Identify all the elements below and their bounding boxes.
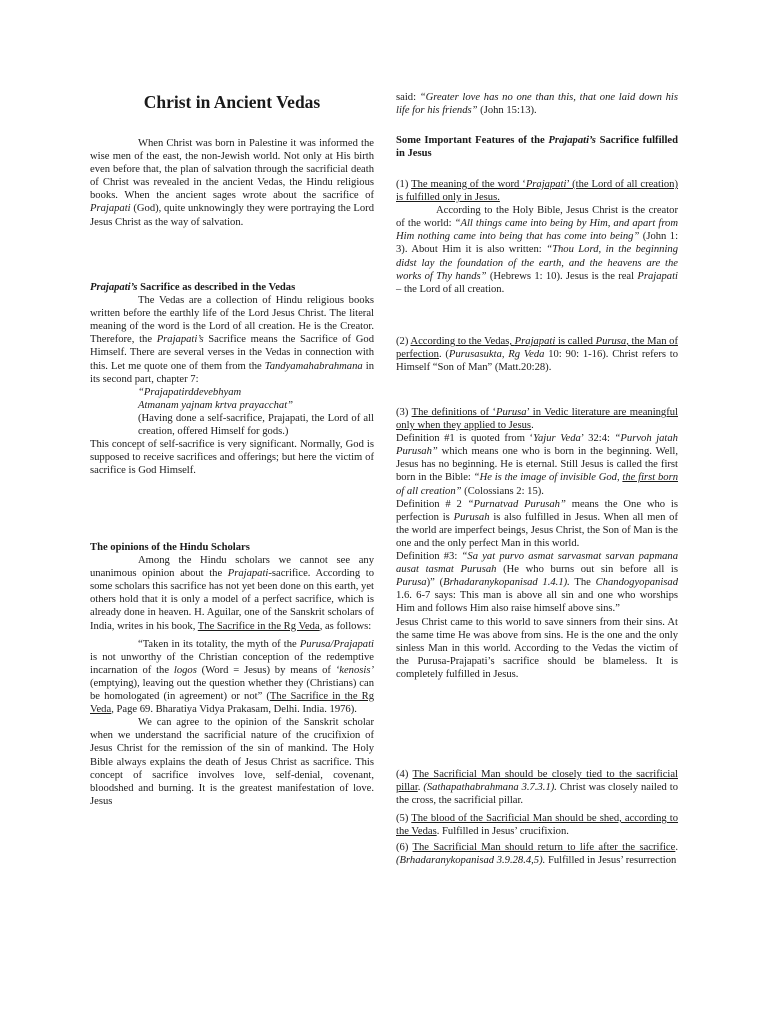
text-run: “All things came into being by Him, and apart from Him nothing came into being that has come into being” [396, 218, 679, 243]
text-run: Yajur Veda [533, 433, 581, 445]
feature-3 [396, 406, 678, 681]
text-run: . [417, 782, 424, 794]
text-run: “He is the image of invisible God, [473, 472, 623, 484]
text-run: The definitions of ‘ [411, 407, 496, 418]
section-heading [396, 134, 678, 160]
text-run: According to the Holy Bible, Jesus Christ is the creator of the world: [396, 205, 678, 230]
text-run: Purusa/Prajapati [299, 638, 374, 650]
text-run: (3) [396, 407, 412, 418]
text-run [396, 407, 678, 431]
text-run: Some Important Features of the [396, 135, 549, 146]
text-run: , as follows: [319, 620, 372, 632]
paragraph: This concept of self-sacrifice is very significant. Normally, God is supposed to receive sacrifices and offerings; but here the victim of sacrifice is God Himself. [90, 439, 374, 477]
text-run: Definition #3: [396, 551, 462, 563]
text-run: Purusa [396, 577, 427, 589]
text-run: which means one who is born in the beginning. Well, Jesus has no beginning. He is eternal. Still Jesus is called the first born in the Bible: [396, 446, 678, 484]
text-run: Prajapati [227, 568, 269, 580]
paragraph [396, 812, 678, 838]
sacrifice-section [90, 281, 374, 477]
text-run: . [531, 420, 534, 432]
feature-5 [396, 812, 678, 838]
text-run: “Thou Lord, in the beginning didst lay the foundation of the earth, and the heavens are the works of Thy hands” [396, 244, 678, 282]
definition-2 [396, 498, 678, 550]
section-heading: The opinions of the Hindu Scholars [90, 542, 250, 553]
text-run: is not unworthy of the Christian conception of the redemptive incarnation of the [90, 651, 374, 676]
document-title: Christ in Ancient Vedas [143, 92, 321, 112]
text-run: Christ was closely nailed to the cross, the sacrificial pillar. [396, 782, 678, 807]
text-run: (Word = Jesus) by means of [196, 664, 336, 676]
scholars-section [90, 541, 374, 808]
text-run: ’ in Vedic literature are meaningful only when they applied to Jesus [396, 407, 679, 432]
text-run: ’ 32:4: [580, 433, 615, 445]
text-run: Purusa [495, 407, 527, 418]
text-run: Purusa [595, 336, 627, 347]
verse-translation: (Having done a self-sacrifice, Prajapati, the Lord of all creation, offered Himself for gods.) [138, 412, 374, 438]
text-run: Chandogyopanisad [595, 577, 679, 589]
text-run: “Greater love has no one than this, that one laid down his life for his friends” [396, 92, 678, 117]
text-run: (4) [396, 769, 413, 780]
text-run: According to the Vedas, [410, 336, 515, 347]
text-run: Fulfilled in Jesus’ resurrection [545, 855, 677, 867]
text-run: (1) [396, 179, 412, 190]
section-heading [90, 281, 374, 294]
text-run: )” ( [426, 577, 444, 589]
text-run: – the Lord of all creation. [396, 283, 505, 295]
text-run: The Sacrifice in the Rg Veda [90, 691, 374, 716]
text-run: “Purnatvad Purusah” [467, 498, 566, 510]
text-run: Tandyamahabrahmana [264, 360, 363, 372]
text-run: means the One who is perfection is [396, 498, 678, 523]
text-run: ’ (the Lord of all creation) is fulfilled only in Jesus. [396, 179, 679, 204]
paragraph [90, 554, 374, 633]
text-run: (Colossians 2: 15). [461, 485, 544, 497]
paragraph [396, 204, 678, 296]
paragraph [396, 841, 678, 867]
definition-3 [396, 550, 678, 615]
text-run: The Sacrificial Man should be closely tied to the sacrificial pillar [396, 769, 678, 794]
intro-paragraph [90, 137, 374, 229]
feature-6 [396, 841, 678, 867]
text-run: (Sathapathabrahmana 3.7.3.1). [423, 782, 557, 794]
text-run: Purusasukta, Rg Veda [448, 349, 545, 361]
text-run: is called [555, 336, 596, 347]
text-run: “Sa yat purvo asmat sarvasmat sarvan papmana ausat tasmat Purusah [396, 551, 678, 576]
feature-1 [396, 178, 678, 296]
paragraph [90, 294, 374, 386]
text-run: Prajapati [90, 203, 131, 215]
paragraph: We can agree to the opinion of the Sanskrit scholar when we understand the sacrificial nature of the crucifixion of Jesus Christ for the remission of the sin of mankind. The Holy Bible always explains the death of Jesus Christ as sacrifice. This concept of sacrifice involves love, self-denial, covenant, bloodshed and burning. It is the greatest manifestation of love. Jesus [90, 717, 374, 807]
quotation [90, 638, 374, 717]
text-run: in its second part, chapter 7: [90, 360, 374, 385]
text-run: (5) [396, 813, 412, 824]
feature-heading [396, 406, 678, 432]
text-run: Prajapati [637, 270, 678, 282]
text-run: Purusah [453, 511, 490, 523]
text-run: The Sacrifice in the Rg Veda [197, 620, 320, 632]
verse-line: “Prajapatirddevebhyam [138, 386, 242, 398]
feature-2 [396, 335, 678, 374]
text-run: said: [396, 92, 420, 103]
text-run: Prajapati’s [548, 135, 596, 146]
text-run: 1.6. 6-7 says: This man is above all sin and one who worships Him and follows Him also raise himself above sins.” [396, 590, 678, 615]
paragraph [396, 768, 678, 807]
text-run: Among the Hindu scholars we cannot see any unanimous opinion about the [90, 555, 374, 580]
text-run: The Vedas are a collection of Hindu religious books written before the earthly life of the Lord Jesus Christ. The literal meaning of the word is the Lord of all creation. He is the Creator. Therefore, the [90, 295, 374, 346]
text-run: . [675, 842, 678, 853]
text-run: Sacrifice fulfilled in Jesus [396, 135, 678, 160]
features-section [396, 134, 678, 160]
text-run: The meaning of the word ‘ [411, 179, 526, 190]
text-run: Sacrifice means the Sacrifice of God Himself. There are several verses in the Vedas in connection with this. Let me quote one of them from the [90, 334, 374, 372]
text-run: When Christ was born in Palestine it was informed the wise men of the east, the non-Jewish world. Not only at His birth even before that, the plan of salvation through the sacrificial death of Christ was revealed in the ancient Vedas, the Hindu religious books. When the ancient sages wrote about the sacrifice of [90, 138, 374, 202]
text-run: (John 15:13). [477, 105, 537, 117]
text-run: “Taken in its totality, the myth of the [138, 638, 300, 650]
text-run: , the Man of perfection [396, 336, 678, 361]
paragraph: Jesus Christ came to this world to save sinners from their sins. At the same time He was above from sins. He is the one and the only sinless Man in this world. According to the Vedas the victim of the Purusa-Prajapati’s sacrifice should be blameless. It is completely fulfilled in Jesus. [396, 616, 678, 680]
text-run: (emptying), leaving out the question whether they (Christians) can be homologated (in agreement) or not” ( [90, 677, 374, 703]
text-run: the first born [622, 472, 679, 484]
intro-section [90, 137, 374, 229]
text-run: “Purvoh jatah Purusah” [396, 433, 678, 458]
text-run: (God), quite unknowingly they were portraying the Lord Jesus Christ as the way of salvation. [90, 203, 374, 228]
text-run: (Brhadaranykopanisad 3.9.28.4,5). [396, 855, 546, 867]
text-run: Prajapati [514, 336, 556, 347]
text-run: Prajapati’s [156, 334, 204, 346]
text-run: , Page 69. Bharatiya Vidya Prakasam, Delhi. India. 1976). [111, 704, 357, 716]
text-run: Definition # 2 [396, 498, 468, 510]
text-run: . ( [438, 349, 449, 361]
text-run: (He who burns out sin before all is [496, 564, 678, 576]
text-run: ‘kenosis’ [335, 664, 374, 676]
text-run: -sacrifice. According to some scholars this sacrifice has not yet been done on this earth, yet others hold that it is only a model of a perfect sacrifice, which is already done in heaven. H. Aguilar, one of the Sanskrit scholars of India, writes in his book, [90, 568, 374, 632]
text-run: The [569, 577, 596, 589]
definition-1 [396, 432, 678, 497]
paragraph [396, 91, 678, 117]
feature-4 [396, 768, 678, 807]
text-run: 10: 90: 1-16). Christ refers to Himself “Son of Man” (Matt.20:28). [396, 349, 678, 374]
text-run [396, 179, 678, 203]
text-run: . Fulfilled in Jesus’ crucifixion. [436, 826, 569, 838]
text-run: Brhadaranykopanisad 1.4.1). [443, 577, 570, 589]
text-run: logos [173, 664, 197, 676]
text-run: (2) [396, 336, 411, 347]
text-run: Sacrifice as described in the Vedas [137, 282, 296, 293]
continuation [396, 91, 678, 117]
text-run: (Hebrews 1: 10). Jesus is the real [486, 270, 638, 282]
text-run: Definition #1 is quoted from ‘ [396, 433, 534, 445]
text-run: The blood of the Sacrificial Man should be shed, according to the Vedas [396, 813, 679, 838]
text-run: of all creation” [396, 485, 462, 497]
text-run: is also fulfilled in Jesus. When all men of the world are imperfect beings, Jesus Christ, the Son of Man is the one and the only perfect Man in this world. [396, 511, 678, 549]
verse-line: Atmanam yajnam krtva prayacchat” [138, 399, 294, 411]
text-run: Prajapati’s [90, 282, 138, 293]
paragraph [396, 335, 678, 374]
text-run: Prajapati [525, 179, 567, 190]
text-run: (John 1: 3). About Him it is also written: [396, 231, 679, 256]
feature-heading [396, 178, 678, 204]
text-run: (6) [396, 842, 413, 853]
text-run: The Sacrificial Man should return to life after the sacrifice [412, 842, 676, 853]
